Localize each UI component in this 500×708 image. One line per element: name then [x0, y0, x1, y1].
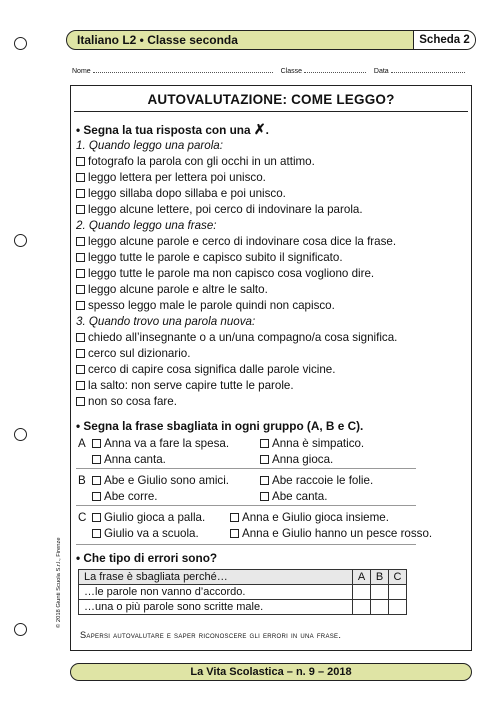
- checkbox[interactable]: [76, 349, 85, 358]
- table-header-row: [79, 570, 407, 585]
- option-row: cerco di capire cosa significa dalle parole vicine.: [76, 362, 335, 377]
- binder-hole: [14, 234, 27, 247]
- group-option: Anna è simpatico.: [260, 436, 364, 451]
- section2-instruction: • Segna la frase sbagliata in ogni gruppo (A, B e C).: [76, 419, 364, 433]
- checkbox[interactable]: [76, 301, 85, 310]
- checkbox[interactable]: [76, 381, 85, 390]
- group-divider: [76, 468, 416, 469]
- section3-instruction: • Che tipo di errori sono?: [76, 551, 218, 565]
- answer-cell[interactable]: [353, 600, 371, 615]
- header-title: Italiano L2 • Classe seconda: [77, 33, 238, 47]
- cross-mark-icon: ✗: [253, 121, 266, 137]
- checkbox[interactable]: [76, 333, 85, 342]
- checkbox[interactable]: [92, 513, 101, 522]
- option-row: leggo alcune parole e cerco di indovinare cosa dice la frase.: [76, 234, 396, 249]
- option-row: leggo alcune lettere, poi cerco di indovinare la parola.: [76, 202, 363, 217]
- checkbox[interactable]: [260, 492, 269, 501]
- option-row: fotografo la parola con gli occhi in un attimo.: [76, 154, 315, 169]
- option-row: leggo lettera per lettera poi unisco.: [76, 170, 266, 185]
- name-field[interactable]: [93, 67, 273, 73]
- option-row: leggo tutte le parole ma non capisco cosa vogliono dire.: [76, 266, 374, 281]
- group-option: Anna e Giulio hanno un pesce rosso.: [230, 526, 432, 541]
- option-row: chiedo all’insegnante o a un/una compagno/a cosa significa.: [76, 330, 397, 345]
- group-option: Anna e Giulio gioca insieme.: [230, 510, 389, 525]
- binder-hole: [14, 623, 27, 636]
- group-letter: A: [78, 437, 86, 450]
- question-3: 3. Quando trovo una parola nuova:: [76, 315, 256, 328]
- group-letter: C: [78, 511, 87, 524]
- table-header-cell: B: [371, 570, 389, 585]
- option-row: non so cosa fare.: [76, 394, 177, 409]
- checkbox[interactable]: [92, 476, 101, 485]
- table-header-cell: A: [353, 570, 371, 585]
- checkbox[interactable]: [230, 529, 239, 538]
- group-option: Anna va a fare la spesa.: [92, 436, 229, 451]
- question-1: 1. Quando leggo una parola:: [76, 139, 223, 152]
- option-row: leggo sillaba dopo sillaba e poi unisco.: [76, 186, 286, 201]
- error-table: [78, 569, 407, 615]
- option-row: spesso leggo male le parole quindi non capisco.: [76, 298, 335, 313]
- answer-cell[interactable]: [353, 585, 371, 600]
- copyright-text: © 2018 Giunti Scuola S.r.l., Firenze: [56, 537, 62, 628]
- checkbox[interactable]: [76, 237, 85, 246]
- goal-note: Sapersi autovalutare e saper riconoscere gli errori in una frase.: [80, 630, 342, 640]
- group-option: Abe canta.: [260, 489, 327, 504]
- page-title: AUTOVALUTAZIONE: COME LEGGO?: [147, 92, 395, 107]
- answer-cell[interactable]: [389, 600, 407, 615]
- student-fields: [72, 67, 465, 75]
- group-divider: [76, 544, 416, 545]
- table-row: [79, 600, 407, 615]
- checkbox[interactable]: [76, 253, 85, 262]
- table-header-cell: C: [389, 570, 407, 585]
- checkbox[interactable]: [260, 455, 269, 464]
- name-label: Nome: [72, 68, 91, 75]
- binder-hole: [14, 428, 27, 441]
- checkbox[interactable]: [76, 205, 85, 214]
- table-header-cell: La frase è sbagliata perché…: [79, 570, 353, 585]
- group-option: Anna canta.: [92, 452, 166, 467]
- answer-cell[interactable]: [371, 600, 389, 615]
- answer-cell[interactable]: [371, 585, 389, 600]
- checkbox[interactable]: [76, 173, 85, 182]
- title-underline: [74, 111, 468, 112]
- footer-bar: La Vita Scolastica – n. 9 – 2018: [70, 663, 472, 681]
- checkbox[interactable]: [76, 285, 85, 294]
- checkbox[interactable]: [76, 365, 85, 374]
- option-row: la salto: non serve capire tutte le parole.: [76, 378, 294, 393]
- checkbox[interactable]: [92, 439, 101, 448]
- checkbox[interactable]: [260, 439, 269, 448]
- checkbox[interactable]: [76, 397, 85, 406]
- group-option: Giulio va a scuola.: [92, 526, 199, 541]
- group-option: Abe raccoie le folie.: [260, 473, 373, 488]
- group-option: Giulio gioca a palla.: [92, 510, 205, 525]
- class-label: Classe: [280, 68, 302, 75]
- group-letter: B: [78, 474, 86, 487]
- table-row: [79, 585, 407, 600]
- checkbox[interactable]: [92, 455, 101, 464]
- checkbox[interactable]: [92, 529, 101, 538]
- header-bar: [66, 30, 476, 50]
- scheda-label: Scheda 2: [413, 31, 475, 49]
- option-row: cerco sul dizionario.: [76, 346, 190, 361]
- option-row: leggo alcune parole e altre le salto.: [76, 282, 268, 297]
- question-2: 2. Quando leggo una frase:: [76, 219, 217, 232]
- checkbox[interactable]: [76, 157, 85, 166]
- group-divider: [76, 505, 416, 506]
- answer-cell[interactable]: [389, 585, 407, 600]
- checkbox[interactable]: [230, 513, 239, 522]
- checkbox[interactable]: [76, 189, 85, 198]
- section1-instruction: • Segna la tua risposta con una ✗.: [76, 121, 269, 137]
- date-field[interactable]: [391, 67, 465, 73]
- date-label: Data: [373, 68, 389, 75]
- table-cell: …le parole non vanno d’accordo.: [79, 585, 353, 600]
- group-option: Abe corre.: [92, 489, 158, 504]
- checkbox[interactable]: [92, 492, 101, 501]
- binder-hole: [14, 37, 27, 50]
- checkbox[interactable]: [76, 269, 85, 278]
- group-option: Anna gioca.: [260, 452, 333, 467]
- class-field[interactable]: [304, 67, 366, 73]
- option-row: leggo tutte le parole e capisco subito il significato.: [76, 250, 343, 265]
- group-option: Abe e Giulio sono amici.: [92, 473, 229, 488]
- table-cell: …una o più parole sono scritte male.: [79, 600, 353, 615]
- checkbox[interactable]: [260, 476, 269, 485]
